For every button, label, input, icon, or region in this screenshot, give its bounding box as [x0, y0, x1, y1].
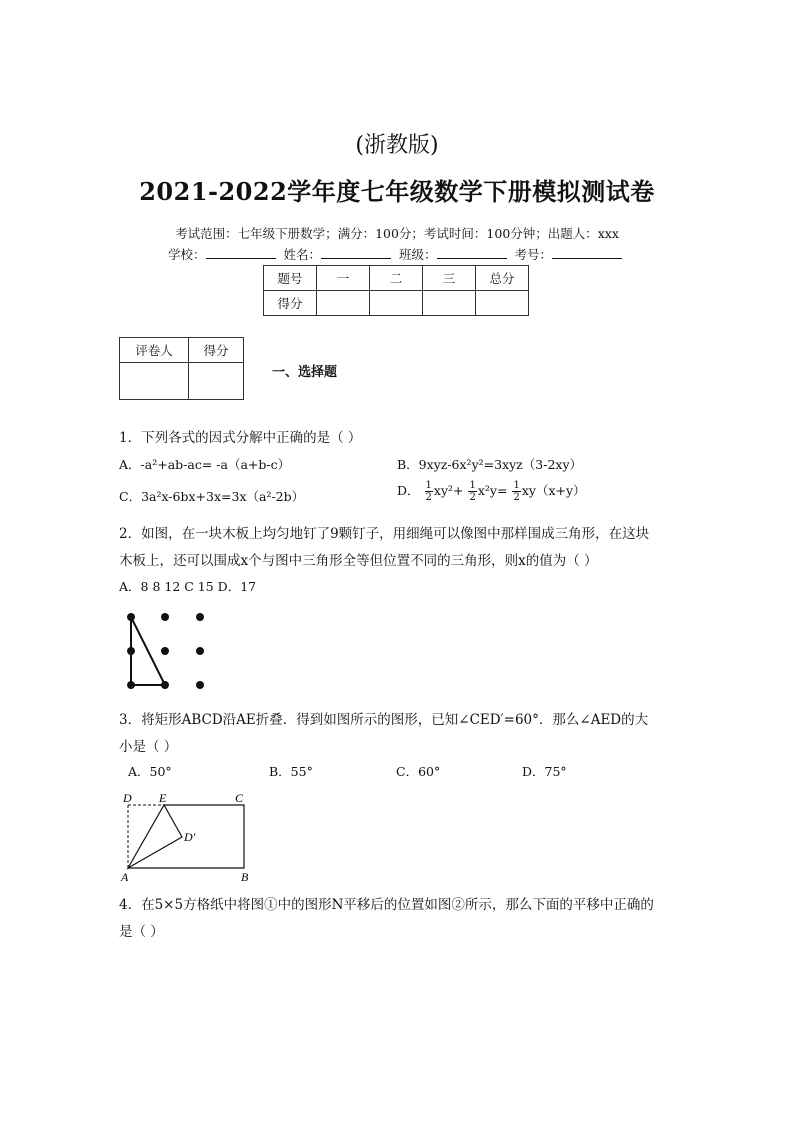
nail-dot: [161, 681, 169, 689]
question-2-stem-line2: 木板上，还可以围成x个与图中三角形全等但位置不同的三角形，则x的值为（ ）: [119, 553, 598, 569]
nail-dot: [127, 681, 135, 689]
grader-score-header: 得分: [189, 338, 244, 363]
fraction: $\frac{1}{2}$: [469, 480, 476, 503]
class-label: 班级：: [398, 247, 437, 262]
question-1-option-d: [397, 480, 586, 503]
nail-dot: [161, 647, 169, 655]
question-3-option-b: B．55°: [269, 764, 313, 779]
fraction: $\frac{1}{2}$: [425, 480, 432, 503]
question-3-option-d: D．75°: [522, 764, 567, 779]
question-2-options: A．8 8 12 C 15 D．17: [119, 579, 257, 594]
label-d-prime: D′: [184, 830, 196, 844]
score-header-cell: 总分: [476, 266, 529, 291]
score-header-cell: 三: [423, 266, 476, 291]
score-row-label: 得分: [264, 291, 317, 316]
string-triangle: [131, 617, 165, 685]
label-c: C: [235, 791, 244, 805]
name-label: 姓名：: [283, 247, 321, 262]
question-3-option-a: A．50°: [128, 764, 172, 779]
label-a: A: [121, 870, 129, 884]
score-header-cell: 二: [370, 266, 423, 291]
exam-title: 2021-2022学年度七年级数学下册模拟测试卷: [139, 177, 655, 206]
edition-label: (浙教版): [355, 133, 439, 158]
option-d-part: xy（x+y）: [521, 483, 586, 498]
label-d: D: [123, 791, 132, 805]
question-2-stem-line1: 2．如图，在一块木板上均匀地钉了9颗钉子，用细绳可以像图中那样围成三角形，在这块: [119, 526, 650, 542]
grader-cell[interactable]: [120, 363, 189, 400]
number-blank[interactable]: [552, 245, 622, 259]
nail-dot: [196, 613, 204, 621]
class-blank[interactable]: [437, 245, 507, 259]
question-3-stem-line2: 小是（ ）: [119, 739, 178, 755]
question-1-option-b: B．9xyz-6x²y²=3xyz（3-2xy）: [397, 457, 583, 472]
section-title: 一、选择题: [272, 365, 338, 380]
grader-header: 评卷人: [120, 338, 189, 363]
school-blank[interactable]: [206, 245, 276, 259]
score-cell[interactable]: [370, 291, 423, 316]
grader-score-cell[interactable]: [189, 363, 244, 400]
score-header-cell: 题号: [264, 266, 317, 291]
label-b: B: [241, 870, 249, 884]
question-1-option-a: A．-a²+ab-ac= -a（a+b-c）: [119, 457, 291, 472]
score-header-cell: 一: [317, 266, 370, 291]
rectangle-fold-figure: [118, 788, 258, 884]
student-fields: [0, 245, 794, 263]
exam-info: 考试范围：七年级下册数学；满分：100分；考试时间：100分钟；出题人：xxx: [175, 226, 619, 241]
grader-table: [119, 337, 244, 400]
score-cell[interactable]: [317, 291, 370, 316]
nail-board-figure: [120, 608, 220, 694]
number-label: 考号：: [514, 247, 552, 262]
question-3-option-c: C．60°: [396, 764, 441, 779]
fraction: $\frac{1}{2}$: [513, 480, 520, 503]
score-table: [263, 265, 529, 316]
option-d-part: xy²+: [433, 483, 464, 498]
question-3-stem-line1: 3．将矩形ABCD沿AE折叠．得到如图所示的图形，已知∠CED′=60°．那么∠AED的大: [119, 712, 649, 728]
nail-dot: [161, 613, 169, 621]
nail-dot: [127, 647, 135, 655]
school-label: 学校：: [167, 247, 206, 262]
question-4-stem-line2: 是（ ）: [119, 924, 164, 940]
nail-dot: [196, 647, 204, 655]
score-cell[interactable]: [423, 291, 476, 316]
option-d-prefix: D．: [397, 483, 420, 498]
score-cell[interactable]: [476, 291, 529, 316]
folded-triangle: [128, 805, 182, 868]
label-e: E: [159, 791, 167, 805]
nail-dot: [196, 681, 204, 689]
question-1-stem: 1．下列各式的因式分解中正确的是（ ）: [119, 430, 362, 446]
nail-dot: [127, 613, 135, 621]
question-1-option-c: C．3a²x-6bx+3x=3x（a²-2b）: [119, 489, 305, 504]
name-blank[interactable]: [321, 245, 391, 259]
option-d-part: x²y=: [477, 483, 508, 498]
question-4-stem-line1: 4．在5×5方格纸中将图①中的图形N平移后的位置如图②所示，那么下面的平移中正确的: [119, 897, 654, 913]
